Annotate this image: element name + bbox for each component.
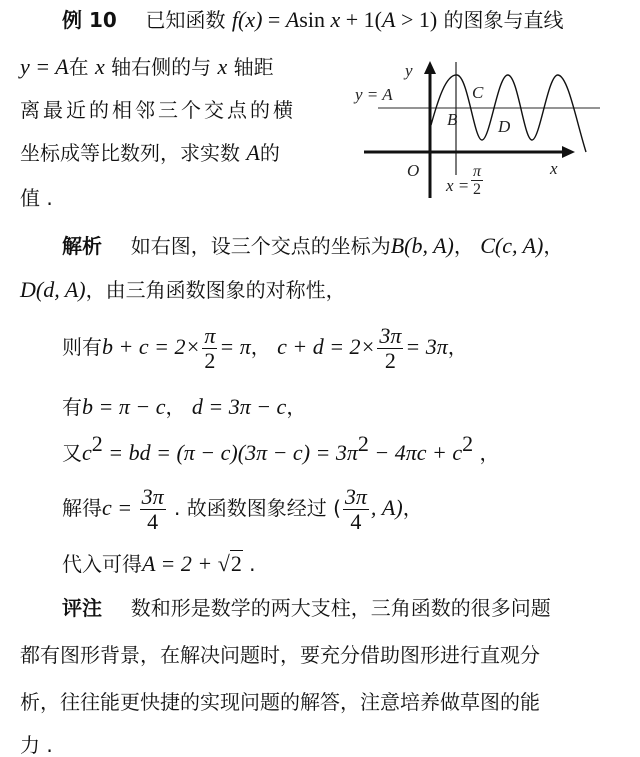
- math-expr: = 3π: [405, 334, 448, 359]
- text: ，: [165, 395, 186, 419]
- equation-2: [62, 395, 306, 419]
- text: 有: [62, 395, 82, 419]
- text: 解得: [62, 496, 102, 520]
- fraction-denominator: 4: [350, 509, 362, 534]
- text: 又: [62, 441, 82, 465]
- condition-gt1: > 1): [395, 7, 438, 32]
- problem-line1-tail: 的图象与直线: [443, 8, 564, 32]
- comment-line-2: [20, 643, 540, 667]
- point-b-label: B: [447, 110, 458, 129]
- var-x: x: [324, 7, 341, 32]
- fraction: [343, 485, 369, 534]
- fraction-numerator: 3π: [141, 484, 164, 509]
- equation-4: [62, 484, 423, 534]
- math-expr: b = π − c: [82, 394, 166, 419]
- superscript: 2: [91, 431, 103, 456]
- text: ，: [250, 335, 271, 359]
- function-paren: (x) =: [238, 7, 286, 32]
- radical-icon: √: [217, 551, 230, 576]
- point-d-coord: D(d, A): [20, 277, 86, 302]
- text: ，: [543, 234, 564, 258]
- function-f: f: [231, 7, 238, 32]
- text: 则有: [62, 335, 102, 359]
- superscript: 2: [462, 431, 474, 456]
- fraction-denominator: 4: [147, 509, 159, 534]
- fraction: [202, 324, 217, 373]
- superscript: 2: [357, 431, 369, 456]
- fraction-denominator: 2: [473, 181, 481, 198]
- math-expr: − 4πc + c: [368, 440, 463, 465]
- equation-1: [62, 323, 468, 373]
- var-x: x: [95, 54, 105, 79]
- origin-label: O: [407, 161, 420, 180]
- math-expr: = bd = (π − c)(3π − c) = 3π: [102, 440, 358, 465]
- sine-graph-figure: [340, 50, 640, 220]
- problem-line-2: [20, 55, 274, 79]
- math-expr: A = 2 +: [142, 551, 218, 576]
- fraction: [377, 324, 403, 373]
- text: ，: [286, 395, 307, 419]
- fraction-numerator: π: [204, 323, 216, 348]
- fraction-denominator: 2: [204, 348, 216, 373]
- point-c-label: C: [472, 83, 484, 102]
- vline-label-prefix: x =: [446, 176, 470, 195]
- comment-line-1: [62, 596, 551, 620]
- text: 值 .: [20, 186, 53, 210]
- math-expr: c + d = 2×: [277, 334, 376, 359]
- text: 在: [68, 55, 89, 79]
- text: 都有图形背景，在解决问题时，要充分借助图形进行直观分: [20, 643, 540, 667]
- fraction-denominator: 2: [384, 348, 396, 373]
- x-axis-arrow-icon: [562, 146, 575, 158]
- vline-label-fraction: [471, 163, 483, 198]
- fraction-numerator: 3π: [344, 484, 367, 509]
- text: 轴距: [233, 55, 274, 79]
- condition-a: A: [381, 7, 396, 32]
- fraction-numerator: 3π: [379, 323, 402, 348]
- text: 数和形是数学的两大支柱，三角函数的很多问题: [130, 596, 551, 620]
- comment-line-4: [20, 733, 53, 757]
- math-expr: c =: [102, 495, 138, 520]
- line-label-y-equals-a: y = A: [355, 85, 393, 104]
- text: 如右图，设三个交点的坐标为: [130, 234, 391, 258]
- point-c-coord: C(c, A): [480, 233, 544, 258]
- amplitude-a: A: [285, 7, 300, 32]
- text: ，: [473, 441, 500, 465]
- text: ，: [402, 496, 423, 520]
- comment-line-3: [20, 690, 540, 714]
- text: ，: [447, 335, 468, 359]
- x-axis-label: x: [550, 159, 558, 178]
- point-b-coord: B(b, A): [390, 233, 454, 258]
- fraction-numerator: π: [473, 163, 482, 180]
- text: ，由三角函数图象的对称性，: [85, 278, 346, 302]
- var-x: x: [217, 54, 228, 79]
- text: 轴右侧的与: [111, 55, 212, 79]
- text: 力 .: [20, 733, 53, 757]
- text: 代入可得: [62, 552, 142, 576]
- comment-label: 评注: [62, 596, 102, 620]
- text: .: [242, 552, 256, 576]
- text: 析，往往能更快捷的实现问题的解答，注意培养做草图的能: [20, 690, 540, 714]
- problem-line-4: [20, 141, 280, 165]
- radicand: 2: [230, 551, 242, 576]
- graph-svg: [340, 50, 640, 220]
- point-d-label: D: [498, 117, 511, 136]
- math-expr: c: [82, 440, 92, 465]
- equation-5: [62, 552, 256, 576]
- var-a: A: [246, 140, 260, 165]
- solution-line-2: [20, 278, 346, 302]
- problem-line-5: [20, 186, 53, 210]
- text: . 故函数图象经过 (: [167, 496, 341, 520]
- square-root: [218, 550, 243, 576]
- math-expr: b + c = 2×: [102, 334, 201, 359]
- solution-label: 解析: [62, 234, 102, 258]
- math-expr: = π: [219, 334, 251, 359]
- math-expr: , A): [370, 495, 403, 520]
- line-eq: y = A: [20, 54, 69, 79]
- text: 离最近的相邻三个交点的横: [20, 98, 296, 122]
- equation-3: [62, 431, 500, 465]
- sin-text: sin: [299, 7, 325, 32]
- problem-line-1: [62, 8, 564, 32]
- math-expr: d = 3π − c: [191, 394, 287, 419]
- text: 的: [259, 141, 280, 165]
- text: 坐标成等比数列，求实数: [20, 141, 240, 165]
- solution-line-1: [62, 234, 563, 258]
- problem-label: 例 10: [62, 8, 117, 32]
- text: ，: [453, 234, 474, 258]
- problem-intro: 已知函数: [145, 8, 226, 32]
- y-axis-label: y: [405, 61, 413, 80]
- y-axis-arrow-icon: [424, 61, 436, 74]
- plus-one: + 1(: [340, 7, 382, 32]
- fraction: [140, 485, 166, 534]
- problem-line-3: [20, 98, 296, 122]
